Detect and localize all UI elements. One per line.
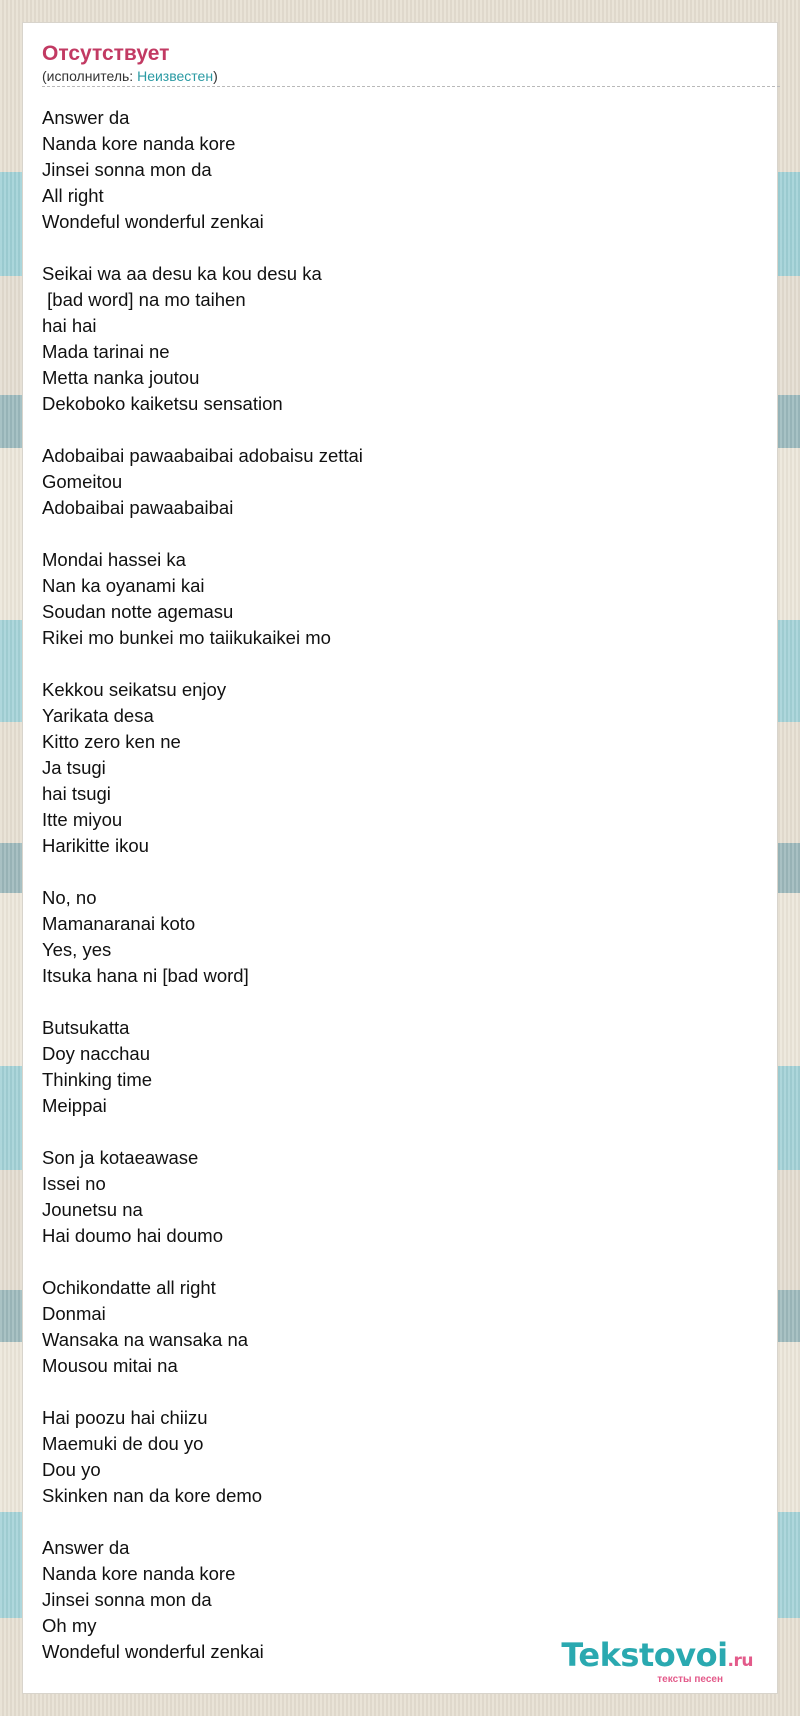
stanza-break bbox=[42, 989, 742, 1015]
lyric-line: Dekoboko kaiketsu sensation bbox=[42, 393, 283, 414]
lyric-line: Mondai hassei ka bbox=[42, 549, 186, 570]
lyric-line: Hai poozu hai chiizu bbox=[42, 1407, 208, 1428]
lyric-line: Kekkou seikatsu enjoy bbox=[42, 679, 227, 700]
lyrics-text bbox=[42, 105, 742, 1665]
lyric-line: Nanda kore nanda kore bbox=[42, 133, 236, 154]
stanza-break bbox=[42, 1509, 742, 1535]
lyric-line: Metta nanka joutou bbox=[42, 367, 200, 388]
performer-link[interactable]: Неизвестен bbox=[137, 68, 214, 84]
lyric-line: Skinken nan da kore demo bbox=[42, 1485, 263, 1506]
performer-line bbox=[42, 67, 780, 87]
lyric-line: Doy nacchau bbox=[42, 1043, 150, 1064]
lyric-line: Hai doumo hai doumo bbox=[42, 1225, 223, 1246]
performer-prefix: (исполнитель: bbox=[42, 68, 138, 84]
lyric-line: All right bbox=[42, 185, 104, 206]
stanza-break bbox=[42, 235, 742, 261]
lyric-line: Yes, yes bbox=[42, 939, 112, 960]
lyric-line: Butsukatta bbox=[42, 1017, 130, 1038]
lyric-line: Soudan notte agemasu bbox=[42, 601, 234, 622]
lyric-line: Rikei mo bunkei mo taiikukaikei mo bbox=[42, 627, 331, 648]
stanza-break bbox=[42, 1249, 742, 1275]
lyric-line: Wondeful wonderful zenkai bbox=[42, 211, 264, 232]
lyric-line: Jounetsu na bbox=[42, 1199, 143, 1220]
lyric-line: Issei no bbox=[42, 1173, 106, 1194]
lyric-line: No, no bbox=[42, 887, 97, 908]
lyric-line: Answer da bbox=[42, 1537, 130, 1558]
lyric-line: Seikai wa aa desu ka kou desu ka bbox=[42, 263, 322, 284]
lyric-line: Nanda kore nanda kore bbox=[42, 1563, 236, 1584]
lyric-line: Answer da bbox=[42, 107, 130, 128]
lyric-line: Jinsei sonna mon da bbox=[42, 159, 212, 180]
lyric-line: Wansaka na wansaka na bbox=[42, 1329, 249, 1350]
song-header bbox=[42, 41, 780, 87]
lyric-line: hai hai bbox=[42, 315, 97, 336]
stanza-break bbox=[42, 521, 742, 547]
lyric-line: Oh my bbox=[42, 1615, 97, 1636]
lyric-line: Adobaibai pawaabaibai adobaisu zettai bbox=[42, 445, 363, 466]
lyric-line: Ja tsugi bbox=[42, 757, 106, 778]
lyric-line: Kitto zero ken ne bbox=[42, 731, 181, 752]
lyric-line: Itsuka hana ni [bad word] bbox=[42, 965, 249, 986]
lyric-line: Thinking time bbox=[42, 1069, 153, 1090]
lyric-line: Dou yo bbox=[42, 1459, 101, 1480]
lyric-line: Yarikata desa bbox=[42, 705, 154, 726]
lyric-line: Mousou mitai na bbox=[42, 1355, 178, 1376]
lyric-line: Meippai bbox=[42, 1095, 107, 1116]
lyrics-card bbox=[22, 22, 778, 1694]
stanza-break bbox=[42, 651, 742, 677]
lyric-line: Gomeitou bbox=[42, 471, 123, 492]
logo-tld: .ru bbox=[727, 1651, 753, 1671]
lyric-line: Ochikondatte all right bbox=[42, 1277, 216, 1298]
stanza-break bbox=[42, 417, 742, 443]
lyric-line: Itte miyou bbox=[42, 809, 123, 830]
logo-wordmark bbox=[561, 1638, 753, 1678]
lyric-line: Wondeful wonderful zenkai bbox=[42, 1641, 264, 1662]
lyric-line: Harikitte ikou bbox=[42, 835, 149, 856]
stanza-break bbox=[42, 859, 742, 885]
lyric-line: [bad word] na mo taihen bbox=[42, 289, 246, 310]
site-logo[interactable] bbox=[561, 1638, 753, 1685]
lyric-line: Jinsei sonna mon da bbox=[42, 1589, 212, 1610]
lyric-line: hai tsugi bbox=[42, 783, 111, 804]
logo-subtitle: тексты песен bbox=[657, 1674, 723, 1685]
stanza-break bbox=[42, 1379, 742, 1405]
lyric-line: Nan ka oyanami kai bbox=[42, 575, 205, 596]
logo-main-text: Tekstovoi bbox=[561, 1636, 728, 1674]
lyric-line: Donmai bbox=[42, 1303, 106, 1324]
lyric-line: Son ja kotaeawase bbox=[42, 1147, 199, 1168]
song-title: Отсутствует bbox=[42, 42, 170, 65]
lyric-line: Mada tarinai ne bbox=[42, 341, 170, 362]
lyric-line: Maemuki de dou yo bbox=[42, 1433, 204, 1454]
performer-suffix: ) bbox=[213, 68, 218, 84]
stanza-break bbox=[42, 1119, 742, 1145]
lyric-line: Mamanaranai koto bbox=[42, 913, 196, 934]
lyric-line: Adobaibai pawaabaibai bbox=[42, 497, 234, 518]
